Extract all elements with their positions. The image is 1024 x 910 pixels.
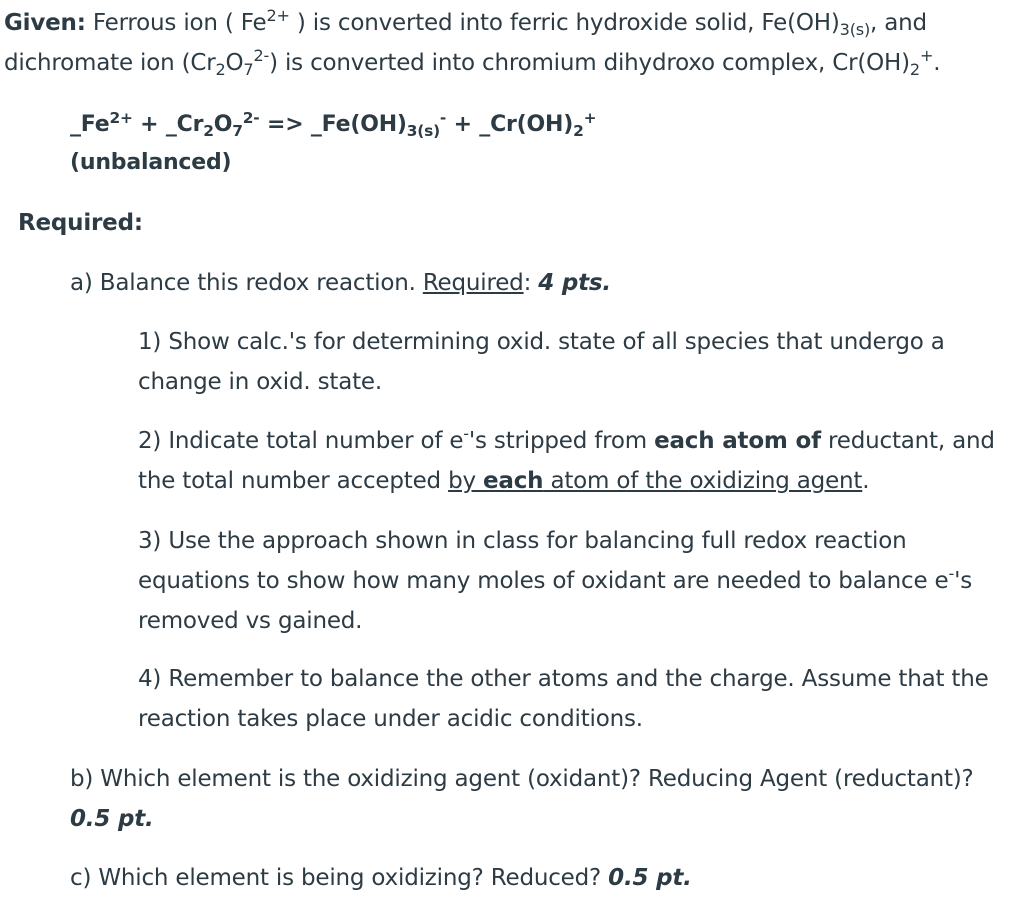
part-b-points: 0.5 pt. <box>70 806 154 832</box>
given-label: Given: <box>4 10 86 36</box>
step-1-line-2: change in oxid. state. <box>138 369 382 395</box>
step-3-line-1: 3) Use the approach shown in class for balancing full redox reaction <box>138 528 907 554</box>
step-1-line-1: 1) Show calc.'s for determining oxid. state of all species that undergo a <box>138 329 945 355</box>
part-b-line-1: b) Which element is the oxidizing agent (oxidant)? Reducing Agent (reductant)? <box>70 766 974 792</box>
step-2-line-1: 2) Indicate total number of e-'s stripped from each atom of reductant, and <box>138 424 995 454</box>
step-2-line-2: the total number accepted by each atom of the oxidizing agent. <box>138 468 870 494</box>
unbalanced-equation: $\_Fe^{2+}$ + $\_Cr_2O_7^{2-}$ => $\_Fe(OH)_{3(s)}^-$ + $\_Cr(OH)_2^+$ <box>70 108 597 140</box>
step-3-line-2: equations to show how many moles of oxidant are needed to balance e-'s <box>138 564 973 594</box>
part-c: c) Which element is being oxidizing? Reduced? 0.5 pt. <box>70 865 692 891</box>
step-4-line-2: reaction takes place under acidic conditions. <box>138 706 643 732</box>
given-line-1: Given: Ferrous ion ( $Fe^{2+}$ ) is converted into ferric hydroxide solid, $Fe(OH)_{3(s)}$, and <box>4 6 927 39</box>
step-4-line-1: 4) Remember to balance the other atoms and the charge. Assume that the <box>138 666 989 692</box>
given-line-2: dichromate ion $(Cr_2O_7^{2-})$ is converted into chromium dihydroxo complex, $Cr(OH)_2^+$. <box>4 46 941 79</box>
part-a: a) Balance this redox reaction. Required: 4 pts. <box>70 270 611 296</box>
required-heading: Required: <box>18 210 143 236</box>
step-3-line-3: removed vs gained. <box>138 608 363 634</box>
equation-note: (unbalanced) <box>70 150 232 175</box>
